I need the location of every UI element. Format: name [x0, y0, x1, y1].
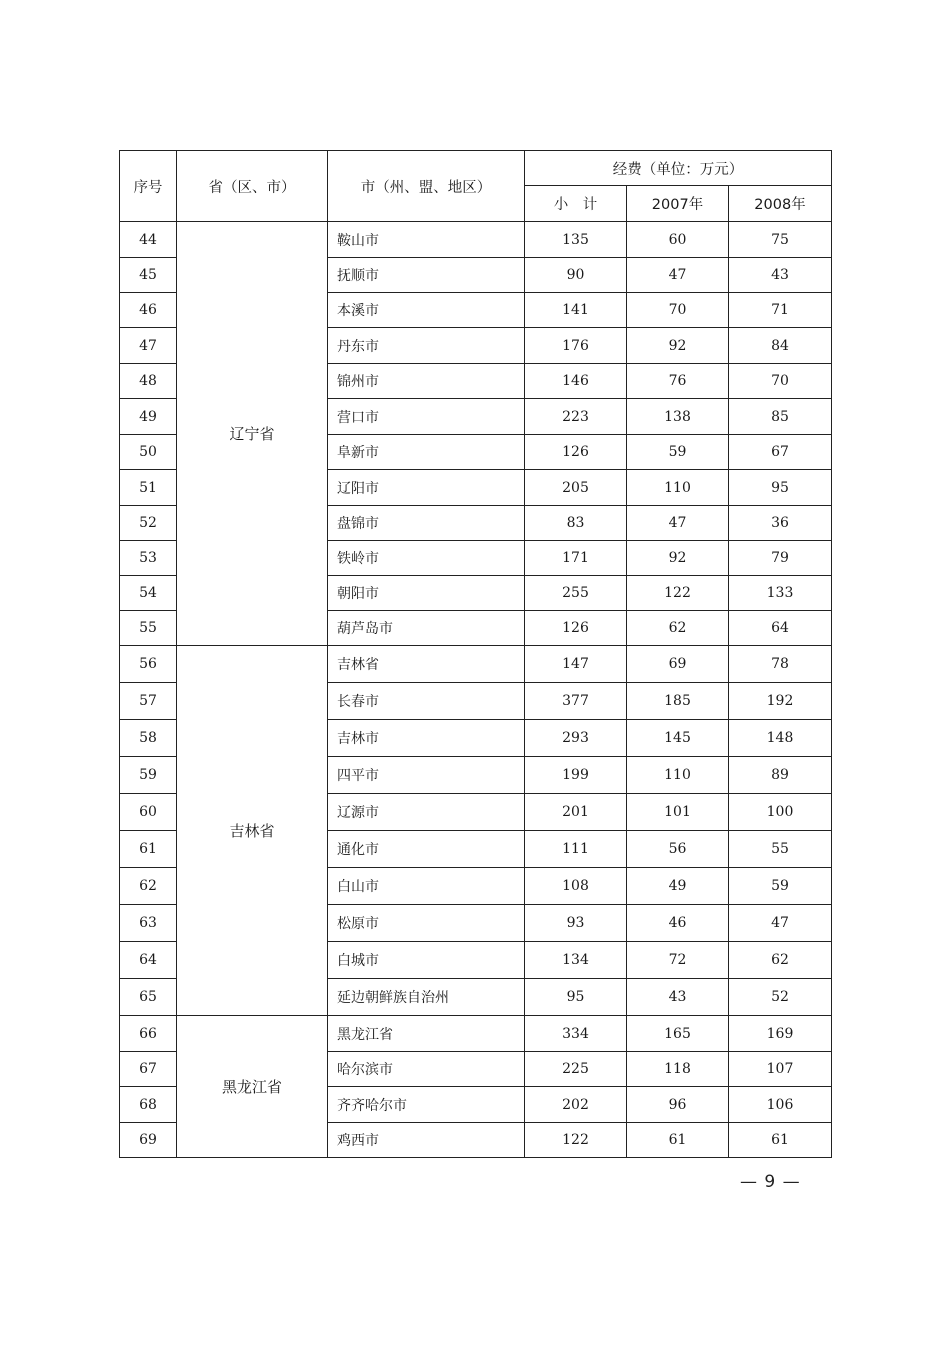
cell-city: 鞍山市 — [328, 222, 525, 258]
cell-subtotal: 146 — [525, 364, 627, 399]
cell-seq: 64 — [120, 942, 177, 979]
cell-seq: 59 — [120, 757, 177, 794]
cell-city: 本溪市 — [328, 293, 525, 328]
cell-seq: 44 — [120, 222, 177, 258]
cell-seq: 61 — [120, 831, 177, 868]
cell-subtotal: 126 — [525, 611, 627, 646]
cell-subtotal: 95 — [525, 979, 627, 1016]
cell-city: 葫芦岛市 — [328, 611, 525, 646]
cell-city: 朝阳市 — [328, 576, 525, 611]
cell-seq: 68 — [120, 1087, 177, 1123]
header-subtotal: 小 计 — [525, 186, 627, 222]
cell-y2008: 59 — [729, 868, 832, 905]
cell-subtotal: 201 — [525, 794, 627, 831]
province-cell: 吉林省 — [177, 646, 328, 1016]
cell-city: 吉林市 — [328, 720, 525, 757]
cell-city: 哈尔滨市 — [328, 1052, 525, 1087]
cell-y2008: 107 — [729, 1052, 832, 1087]
cell-y2007: 92 — [627, 328, 729, 364]
cell-y2007: 101 — [627, 794, 729, 831]
cell-subtotal: 334 — [525, 1016, 627, 1052]
cell-seq: 67 — [120, 1052, 177, 1087]
cell-seq: 47 — [120, 328, 177, 364]
cell-y2008: 62 — [729, 942, 832, 979]
cell-y2008: 85 — [729, 399, 832, 435]
cell-subtotal: 202 — [525, 1087, 627, 1123]
cell-y2008: 71 — [729, 293, 832, 328]
cell-y2008: 64 — [729, 611, 832, 646]
header-province: 省（区、市） — [177, 151, 328, 222]
header-row — [120, 151, 832, 186]
cell-y2008: 89 — [729, 757, 832, 794]
cell-subtotal: 83 — [525, 506, 627, 541]
cell-y2007: 47 — [627, 258, 729, 293]
cell-subtotal: 293 — [525, 720, 627, 757]
cell-seq: 65 — [120, 979, 177, 1016]
cell-seq: 55 — [120, 611, 177, 646]
cell-city: 齐齐哈尔市 — [328, 1087, 525, 1123]
table-row — [120, 1016, 832, 1052]
cell-y2008: 67 — [729, 435, 832, 470]
cell-subtotal: 134 — [525, 942, 627, 979]
cell-city: 四平市 — [328, 757, 525, 794]
cell-y2007: 145 — [627, 720, 729, 757]
cell-y2007: 47 — [627, 506, 729, 541]
cell-y2008: 169 — [729, 1016, 832, 1052]
page-number: — 9 — — [740, 1172, 801, 1192]
cell-subtotal: 111 — [525, 831, 627, 868]
cell-subtotal: 122 — [525, 1123, 627, 1158]
cell-y2007: 110 — [627, 757, 729, 794]
cell-y2007: 118 — [627, 1052, 729, 1087]
cell-y2007: 60 — [627, 222, 729, 258]
header-funds: 经费（单位：万元） — [525, 151, 832, 186]
cell-y2008: 70 — [729, 364, 832, 399]
cell-city: 鸡西市 — [328, 1123, 525, 1158]
province-cell: 黑龙江省 — [177, 1016, 328, 1158]
cell-y2007: 96 — [627, 1087, 729, 1123]
cell-seq: 52 — [120, 506, 177, 541]
header-seq: 序号 — [120, 151, 177, 222]
cell-city: 营口市 — [328, 399, 525, 435]
cell-seq: 57 — [120, 683, 177, 720]
cell-city: 丹东市 — [328, 328, 525, 364]
cell-y2007: 72 — [627, 942, 729, 979]
cell-subtotal: 377 — [525, 683, 627, 720]
funds-table — [119, 150, 832, 1158]
cell-y2008: 61 — [729, 1123, 832, 1158]
cell-seq: 62 — [120, 868, 177, 905]
cell-seq: 66 — [120, 1016, 177, 1052]
cell-y2007: 165 — [627, 1016, 729, 1052]
header-2008: 2008年 — [729, 186, 832, 222]
cell-y2007: 138 — [627, 399, 729, 435]
cell-y2008: 78 — [729, 646, 832, 683]
header-2007: 2007年 — [627, 186, 729, 222]
cell-seq: 56 — [120, 646, 177, 683]
cell-subtotal: 176 — [525, 328, 627, 364]
cell-y2008: 133 — [729, 576, 832, 611]
header-city: 市（州、盟、地区） — [328, 151, 525, 222]
cell-seq: 49 — [120, 399, 177, 435]
cell-subtotal: 223 — [525, 399, 627, 435]
cell-y2008: 43 — [729, 258, 832, 293]
cell-y2008: 148 — [729, 720, 832, 757]
cell-city: 锦州市 — [328, 364, 525, 399]
cell-subtotal: 171 — [525, 541, 627, 576]
cell-y2008: 47 — [729, 905, 832, 942]
cell-seq: 69 — [120, 1123, 177, 1158]
table-row — [120, 222, 832, 258]
cell-city: 铁岭市 — [328, 541, 525, 576]
cell-seq: 50 — [120, 435, 177, 470]
cell-y2007: 92 — [627, 541, 729, 576]
cell-subtotal: 205 — [525, 470, 627, 506]
cell-subtotal: 108 — [525, 868, 627, 905]
cell-y2007: 61 — [627, 1123, 729, 1158]
cell-seq: 53 — [120, 541, 177, 576]
cell-subtotal: 147 — [525, 646, 627, 683]
cell-city: 吉林省 — [328, 646, 525, 683]
cell-seq: 60 — [120, 794, 177, 831]
cell-subtotal: 90 — [525, 258, 627, 293]
cell-subtotal: 141 — [525, 293, 627, 328]
cell-y2008: 79 — [729, 541, 832, 576]
cell-y2007: 185 — [627, 683, 729, 720]
cell-seq: 48 — [120, 364, 177, 399]
cell-city: 辽源市 — [328, 794, 525, 831]
cell-y2007: 76 — [627, 364, 729, 399]
cell-subtotal: 199 — [525, 757, 627, 794]
table-body — [120, 222, 832, 1158]
cell-subtotal: 126 — [525, 435, 627, 470]
cell-city: 松原市 — [328, 905, 525, 942]
cell-y2008: 100 — [729, 794, 832, 831]
cell-y2007: 46 — [627, 905, 729, 942]
cell-y2007: 70 — [627, 293, 729, 328]
cell-y2007: 122 — [627, 576, 729, 611]
cell-y2007: 49 — [627, 868, 729, 905]
cell-city: 辽阳市 — [328, 470, 525, 506]
cell-y2007: 110 — [627, 470, 729, 506]
cell-y2007: 43 — [627, 979, 729, 1016]
cell-city: 阜新市 — [328, 435, 525, 470]
table-row — [120, 646, 832, 683]
cell-y2007: 56 — [627, 831, 729, 868]
cell-city: 抚顺市 — [328, 258, 525, 293]
cell-y2008: 84 — [729, 328, 832, 364]
cell-y2008: 95 — [729, 470, 832, 506]
cell-city: 黑龙江省 — [328, 1016, 525, 1052]
cell-subtotal: 93 — [525, 905, 627, 942]
cell-seq: 45 — [120, 258, 177, 293]
cell-seq: 58 — [120, 720, 177, 757]
cell-city: 盘锦市 — [328, 506, 525, 541]
cell-subtotal: 225 — [525, 1052, 627, 1087]
cell-city: 白城市 — [328, 942, 525, 979]
cell-subtotal: 135 — [525, 222, 627, 258]
cell-seq: 51 — [120, 470, 177, 506]
province-cell: 辽宁省 — [177, 222, 328, 646]
cell-y2008: 192 — [729, 683, 832, 720]
cell-y2008: 52 — [729, 979, 832, 1016]
cell-city: 长春市 — [328, 683, 525, 720]
cell-y2007: 59 — [627, 435, 729, 470]
cell-y2007: 69 — [627, 646, 729, 683]
cell-city: 通化市 — [328, 831, 525, 868]
cell-y2008: 75 — [729, 222, 832, 258]
cell-y2008: 55 — [729, 831, 832, 868]
cell-y2008: 106 — [729, 1087, 832, 1123]
cell-city: 白山市 — [328, 868, 525, 905]
cell-y2008: 36 — [729, 506, 832, 541]
cell-subtotal: 255 — [525, 576, 627, 611]
cell-seq: 54 — [120, 576, 177, 611]
cell-seq: 46 — [120, 293, 177, 328]
cell-seq: 63 — [120, 905, 177, 942]
cell-city: 延边朝鲜族自治州 — [328, 979, 525, 1016]
cell-y2007: 62 — [627, 611, 729, 646]
